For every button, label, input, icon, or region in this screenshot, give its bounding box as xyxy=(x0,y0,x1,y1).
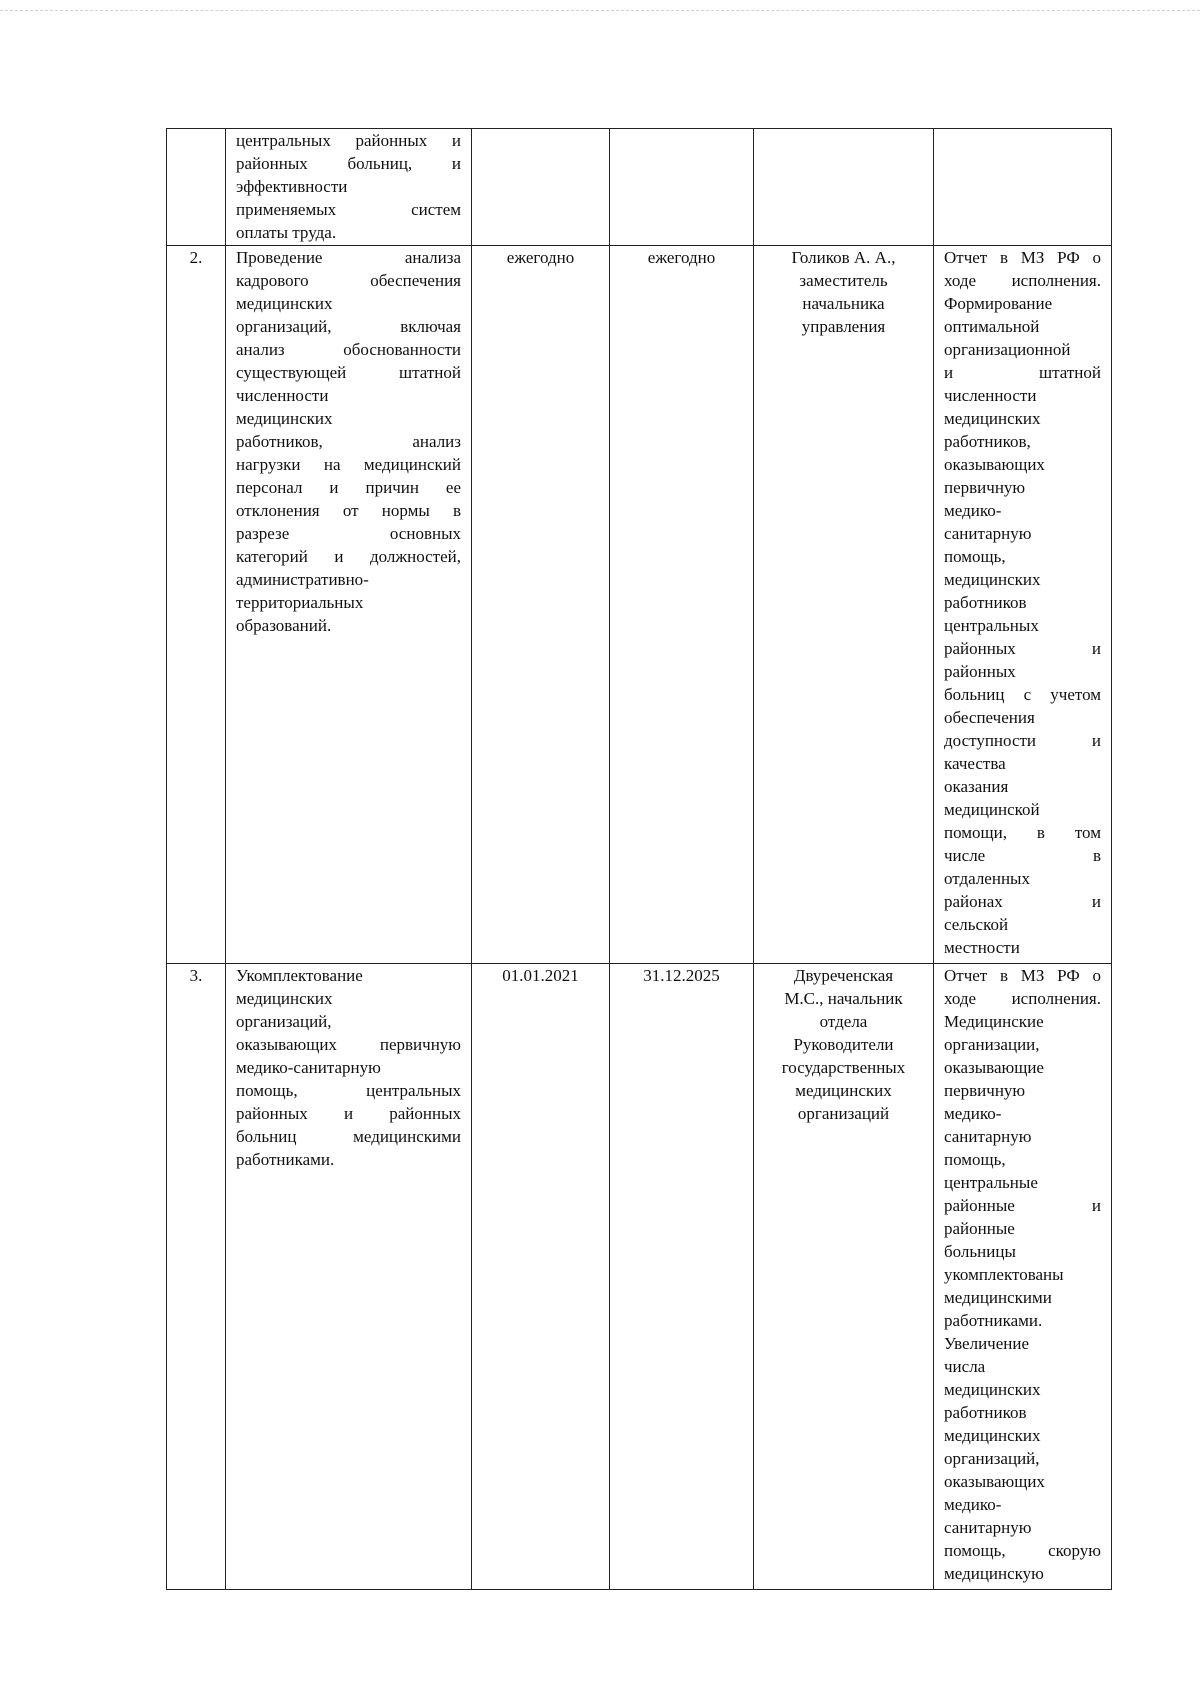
cell-text-line: управления xyxy=(801,317,886,336)
cell-text-line: числе в xyxy=(944,846,1101,865)
cell-text-line: Отчет в МЗ РФ о xyxy=(944,248,1101,267)
cell-text-line: медицинских xyxy=(944,409,1041,428)
cell-text-line: организаций, xyxy=(236,1012,332,1031)
cell-text-line: административно- xyxy=(236,570,369,589)
cell-text-line: санитарную xyxy=(944,524,1032,543)
plan-table-body xyxy=(167,129,1112,1590)
cell-text-line: центральных районных и xyxy=(236,131,461,150)
scan-edge-line xyxy=(0,10,1200,11)
result-cell xyxy=(934,129,1112,246)
cell-text-line: государственных xyxy=(781,1058,906,1077)
cell-text-line: численности xyxy=(236,386,329,405)
cell-text-line: помощь, скорую xyxy=(944,1541,1101,1560)
cell-text-line: медицинскими xyxy=(944,1288,1052,1307)
cell-text-line: центральные xyxy=(944,1173,1038,1192)
cell-text-line: больниц с учетом xyxy=(944,685,1101,704)
table-row xyxy=(167,964,1112,1590)
row-number: 2. xyxy=(167,246,226,964)
cell-text-line: начальника xyxy=(802,294,885,313)
cell-text-line: работников, xyxy=(944,432,1031,451)
cell-text-line: анализ обоснованности xyxy=(236,340,461,359)
cell-text-line: медицинской xyxy=(944,800,1040,819)
responsible-cell xyxy=(754,964,934,1590)
cell-text-line: районные и xyxy=(944,1196,1101,1215)
cell-text-line: районных xyxy=(944,662,1016,681)
cell-text-line: помощь, xyxy=(944,547,1006,566)
cell-text-line: оказывающих xyxy=(944,455,1045,474)
cell-text-line: категорий и должностей, xyxy=(236,547,461,566)
activity-cell xyxy=(226,246,472,964)
table-row xyxy=(167,129,1112,246)
result-cell xyxy=(934,964,1112,1590)
cell-text-line: оказывающие xyxy=(944,1058,1044,1077)
cell-text-line: медицинских xyxy=(944,570,1041,589)
cell-text-line: доступности и xyxy=(944,731,1101,750)
cell-text-line: Отчет в МЗ РФ о xyxy=(944,966,1101,985)
cell-text-line: оптимальной xyxy=(944,317,1040,336)
cell-text-line: ходе исполнения. xyxy=(944,271,1101,290)
cell-text-line: отдаленных xyxy=(944,869,1030,888)
cell-text-line: разрезе основных xyxy=(236,524,461,543)
cell-text-line: качества xyxy=(944,754,1006,773)
cell-text-line: медицинских xyxy=(944,1380,1041,1399)
cell-text-line: отдела xyxy=(819,1012,868,1031)
cell-text-line: оплаты труда. xyxy=(236,223,337,242)
cell-text-line: медицинских xyxy=(236,294,333,313)
cell-text-line: медико-санитарную xyxy=(236,1058,381,1077)
cell-text-line: численности xyxy=(944,386,1037,405)
cell-text-line: оказывающих xyxy=(944,1472,1045,1491)
cell-text-line: районных больниц, и xyxy=(236,154,461,173)
cell-text-line: медицинских xyxy=(236,409,333,428)
plan-table xyxy=(166,128,1112,1590)
cell-text-line: нагрузки на медицинский xyxy=(236,455,461,474)
cell-text-line: Медицинские xyxy=(944,1012,1044,1031)
cell-text-line: применяемых систем xyxy=(236,200,461,219)
cell-text-line: территориальных xyxy=(236,593,364,612)
cell-text-line: существующей штатной xyxy=(236,363,461,382)
cell-text-line: работников xyxy=(944,1403,1027,1422)
cell-text-line: эффективности xyxy=(236,177,348,196)
cell-text-line: организаций, включая xyxy=(236,317,461,336)
cell-text-line: М.С., начальник xyxy=(784,989,903,1008)
cell-text-line: числа xyxy=(944,1357,986,1376)
cell-text-line: персонал и причин ее xyxy=(236,478,461,497)
cell-text-line: центральных xyxy=(944,616,1039,635)
end-date-cell xyxy=(610,129,754,246)
responsible-cell xyxy=(754,129,934,246)
cell-text-line: оказания xyxy=(944,777,1009,796)
cell-text-line: обеспечения xyxy=(944,708,1035,727)
cell-text-line: медицинских xyxy=(236,989,333,1008)
cell-text-line: работниками. xyxy=(236,1150,335,1169)
cell-text-line: Укомплектование xyxy=(236,966,363,985)
cell-text-line: организационной xyxy=(944,340,1071,359)
cell-text-line: районные xyxy=(944,1219,1015,1238)
cell-text-line: медико- xyxy=(944,1495,1002,1514)
cell-text-line: больницы xyxy=(944,1242,1016,1261)
cell-text-line: оказывающих первичную xyxy=(236,1035,461,1054)
cell-text-line: помощь, центральных xyxy=(236,1081,461,1100)
result-cell xyxy=(934,246,1112,964)
cell-text-line: помощи, в том xyxy=(944,823,1101,842)
row-number: 3. xyxy=(167,964,226,1590)
table-row xyxy=(167,246,1112,964)
cell-text-line: отклонения от нормы в xyxy=(236,501,461,520)
cell-text-line: и штатной xyxy=(944,363,1101,382)
cell-text-line: районных и xyxy=(944,639,1101,658)
cell-text-line: медицинскую xyxy=(944,1564,1044,1583)
cell-text-line: сельской xyxy=(944,915,1009,934)
cell-text-line: укомплектованы xyxy=(944,1265,1064,1284)
cell-text-line: медицинских xyxy=(944,1426,1041,1445)
cell-text-line: санитарную xyxy=(944,1518,1032,1537)
cell-text-line: Формирование xyxy=(944,294,1053,313)
start-date-cell: 01.01.2021 xyxy=(472,964,610,1590)
cell-text-line: первичную xyxy=(944,1081,1026,1100)
cell-text-line: образований. xyxy=(236,616,332,635)
activity-cell xyxy=(226,129,472,246)
cell-text-line: Увеличение xyxy=(944,1334,1030,1353)
cell-text-line: работников, анализ xyxy=(236,432,461,451)
cell-text-line: санитарную xyxy=(944,1127,1032,1146)
cell-text-line: организаций xyxy=(797,1104,890,1123)
activity-cell xyxy=(226,964,472,1590)
cell-text-line: больниц медицинскими xyxy=(236,1127,461,1146)
cell-text-line: медико- xyxy=(944,1104,1002,1123)
start-date-cell xyxy=(472,129,610,246)
cell-text-line: Двуреченская xyxy=(793,966,894,985)
cell-text-line: работниками. xyxy=(944,1311,1043,1330)
cell-text-line: заместитель xyxy=(799,271,888,290)
cell-text-line: организаций, xyxy=(944,1449,1040,1468)
responsible-cell xyxy=(754,246,934,964)
cell-text-line: медико- xyxy=(944,501,1002,520)
cell-text-line: районах и xyxy=(944,892,1101,911)
cell-text-line: местности xyxy=(944,938,1020,957)
cell-text-line: кадрового обеспечения xyxy=(236,271,461,290)
cell-text-line: Голиков А. А., xyxy=(791,248,896,267)
end-date-cell: ежегодно xyxy=(610,246,754,964)
cell-text-line: медицинских xyxy=(795,1081,892,1100)
cell-text-line: первичную xyxy=(944,478,1026,497)
row-number xyxy=(167,129,226,246)
cell-text-line: Проведение анализа xyxy=(236,248,461,267)
cell-text-line: организации, xyxy=(944,1035,1040,1054)
cell-text-line: помощь, xyxy=(944,1150,1006,1169)
cell-text-line: работников xyxy=(944,593,1027,612)
cell-text-line: Руководители xyxy=(793,1035,894,1054)
end-date-cell: 31.12.2025 xyxy=(610,964,754,1590)
start-date-cell: ежегодно xyxy=(472,246,610,964)
cell-text-line: ходе исполнения. xyxy=(944,989,1101,1008)
cell-text-line: районных и районных xyxy=(236,1104,461,1123)
